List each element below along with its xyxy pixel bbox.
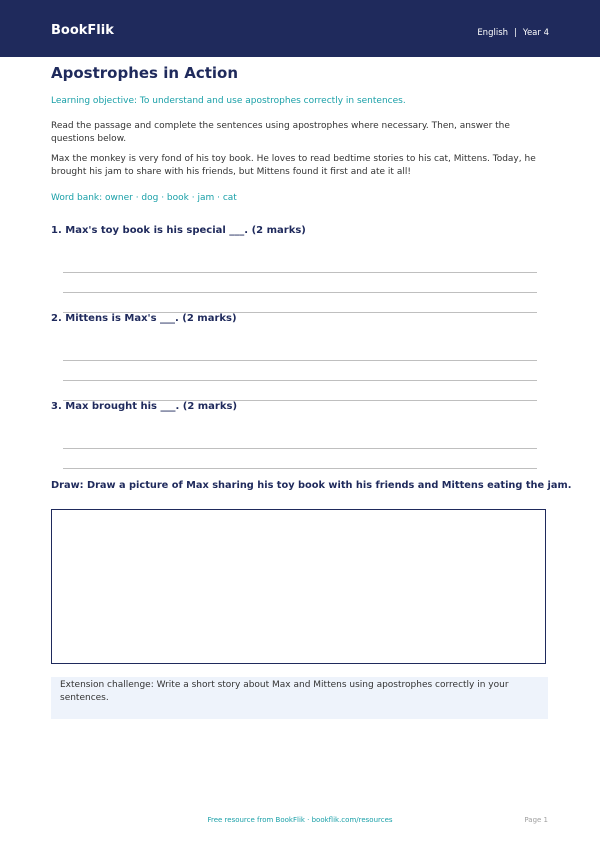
brand-logo: BookFlik bbox=[51, 23, 114, 38]
year-label: Year 4 bbox=[522, 28, 549, 38]
page-number: Page 1 bbox=[524, 816, 548, 824]
footer-credit: Free resource from BookFlik · bookflik.com/resources bbox=[207, 816, 393, 824]
header-separator: | bbox=[514, 28, 517, 38]
header-meta bbox=[477, 28, 549, 38]
learning-objective: Learning objective: To understand and use apostrophes correctly in sentences. bbox=[51, 96, 406, 106]
drawing-box[interactable] bbox=[51, 509, 546, 664]
answer-line[interactable] bbox=[63, 292, 537, 293]
reading-passage: Max the monkey is very fond of his toy book. He loves to read bedtime stories to his cat, Mittens. Today, he brought his jam to share with his friends, but Mittens found it first and ate it all! bbox=[51, 154, 536, 177]
answer-line[interactable] bbox=[63, 360, 537, 361]
question-1: 1. Max's toy book is his special ___. (2 marks) bbox=[51, 225, 306, 236]
subject-label: English bbox=[477, 28, 509, 38]
extension-challenge: Extension challenge: Write a short story about Max and Mittens using apostrophes correctly in your sentences. bbox=[51, 677, 548, 719]
answer-line[interactable] bbox=[63, 380, 537, 381]
word-bank: Word bank: owner · dog · book · jam · cat bbox=[51, 193, 237, 203]
question-2: 2. Mittens is Max's ___. (2 marks) bbox=[51, 313, 237, 324]
header-bar bbox=[0, 0, 600, 57]
answer-line[interactable] bbox=[63, 448, 537, 449]
draw-prompt: Draw: Draw a picture of Max sharing his toy book with his friends and Mittens eating the jam. bbox=[51, 480, 572, 491]
page-title: Apostrophes in Action bbox=[51, 64, 239, 82]
instructions: Read the passage and complete the sentences using apostrophes where necessary. Then, answer the questions below. bbox=[51, 121, 510, 144]
answer-line[interactable] bbox=[63, 272, 537, 273]
answer-line[interactable] bbox=[63, 468, 537, 469]
question-3: 3. Max brought his ___. (2 marks) bbox=[51, 401, 238, 412]
